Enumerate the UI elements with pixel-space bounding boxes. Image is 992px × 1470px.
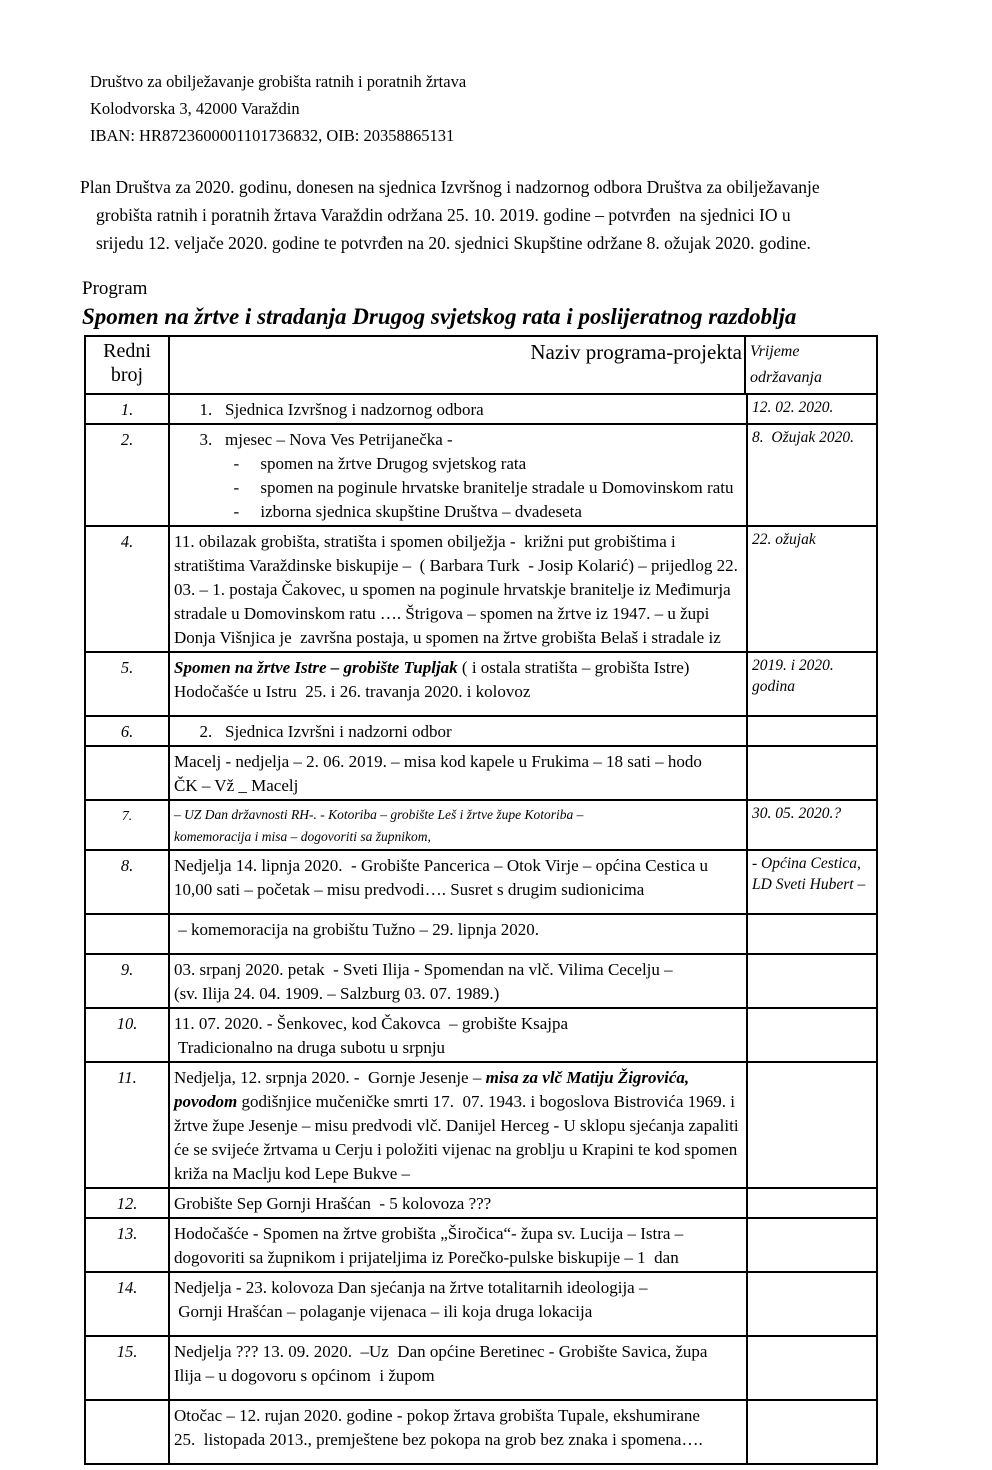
row-number-cell: 13.: [86, 1219, 170, 1271]
text-line: Donja Višnjica je završna postaja, u spomen na žrtve grobišta Belaš i stradale iz: [174, 628, 721, 647]
row-content-cell: [170, 653, 748, 715]
row-content-cell: [170, 955, 748, 1007]
row-number-cell: 15.: [86, 1337, 170, 1399]
table-row: [86, 1061, 876, 1187]
table-row: [86, 913, 876, 953]
emphasized-text: povodom: [174, 1092, 238, 1111]
text-line: 03. srpanj 2020. petak - Sveti Ilija - Spomendan na vlč. Vilima Cecelju –: [174, 960, 673, 979]
header-cell-vrijeme: Vrijeme održavanja: [750, 343, 822, 386]
row-time-cell: [748, 851, 876, 913]
row-number-cell: 5.: [86, 653, 170, 715]
text-line: će se svijeće žrtvama u Cerju i položiti vijenac na groblju u Krapini te kod spomen: [174, 1140, 738, 1159]
org-address-block: [90, 68, 992, 149]
row-time-cell: [748, 955, 876, 1007]
row-number-cell: 14.: [86, 1273, 170, 1335]
row-number-cell: [86, 1401, 170, 1463]
text-line: - izborna sjednica skupštine Društva – dvadeseta: [174, 502, 582, 521]
text-line: žrtve župe Jesenje – misu predvodi vlč. Danijel Herceg - U sklopu sjećanja zapaliti: [174, 1116, 739, 1135]
text-line: komemoracija i misa – dogovoriti sa župnikom,: [174, 829, 431, 844]
paragraph-spacer: [174, 1324, 746, 1334]
plain-text: Nedjelja, 12. srpnja 2020. - Gornje Jesenje –: [174, 1068, 486, 1087]
table-row: [86, 799, 876, 849]
paragraph-spacer: [174, 942, 746, 952]
text-line: [174, 656, 746, 680]
time-line: godina: [752, 678, 796, 695]
row-content-cell: [170, 1009, 748, 1061]
row-number-cell: 9.: [86, 955, 170, 1007]
table-header-row: [86, 337, 876, 393]
text-line: - spomen na poginule hrvatske branitelje stradale u Domovinskom ratu: [174, 478, 734, 497]
row-content-cell: [170, 915, 748, 953]
row-number-cell: 2.: [86, 425, 170, 525]
page-title: Spomen na žrtve i stradanja Drugog svjetskog rata i poslijeratnog razdoblja: [82, 304, 797, 329]
text-line: - spomen na žrtve Drugog svjetskog rata: [174, 454, 527, 473]
text-line: – UZ Dan državnosti RH-. - Kotoriba – grobište Leš i žrtve župe Kotoriba –: [174, 807, 584, 822]
row-content-cell: [170, 527, 748, 651]
row-number-cell: [86, 915, 170, 953]
org-street: Kolodvorska 3, 42000 Varaždin: [90, 99, 300, 118]
time-line: 30. 05. 2020.?: [752, 805, 842, 822]
row-time-cell: [748, 1273, 876, 1335]
row-content-cell: [170, 395, 748, 423]
row-time-cell: [748, 1401, 876, 1463]
text-line: Grobište Sep Gornji Hrašćan - 5 kolovoza ???: [174, 1194, 492, 1213]
row-number-cell: 11.: [86, 1063, 170, 1187]
text-line: Hodočašće - Spomen na žrtve grobišta „Širočica“- župa sv. Lucija – Istra –: [174, 1224, 684, 1243]
row-content-cell: [170, 1189, 748, 1217]
text-line: križa na Maclju kod Lepe Bukve –: [174, 1164, 411, 1183]
table-row: [86, 1007, 876, 1061]
text-line: 25. listopada 2013., premještene bez pokopa na grob bez znaka i spomena….: [174, 1430, 703, 1449]
row-time-cell: [748, 1219, 876, 1271]
time-line: 22. ožujak: [752, 531, 816, 548]
table-row: [86, 1335, 876, 1399]
row-content-cell: [170, 425, 748, 525]
row-time-cell: [748, 717, 876, 745]
text-line: 11. 07. 2020. - Šenkovec, kod Čakovca – grobište Ksajpa: [174, 1014, 569, 1033]
program-label: Program: [82, 278, 148, 299]
plain-text: ( i ostala stratišta – grobišta Istre): [457, 658, 690, 677]
row-time-cell: [748, 653, 876, 715]
row-content-cell: [170, 1063, 748, 1187]
text-line: 10,00 sati – početak – misu predvodi…. Susret s drugim sudionicima: [174, 880, 645, 899]
row-time-cell: [748, 395, 876, 423]
text-line: ČK – Vž _ Macelj: [174, 776, 299, 795]
row-number-cell: 10.: [86, 1009, 170, 1061]
text-line: dogovoriti sa župnikom i prijateljima iz Porečko-pulske biskupije – 1 dan: [174, 1248, 679, 1267]
plain-text: godišnjice mučeničke smrti 17. 07. 1943. i bogoslova Bistrovića 1969. i: [237, 1092, 735, 1111]
text-line: Tradicionalno na druga subotu u srpnju: [174, 1038, 446, 1057]
text-line: Hodočašće u Istru 25. i 26. travanja 2020. i kolovoz: [174, 682, 531, 701]
header-cell-naziv: Naziv programa-projekta: [170, 337, 746, 393]
text-line: 2. Sjednica Izvršni i nadzorni odbor: [174, 722, 452, 741]
text-line: Ilija – u dogovoru s općinom i župom: [174, 1366, 435, 1385]
paragraph-spacer: [174, 1388, 746, 1398]
row-time-cell: [748, 527, 876, 651]
time-line: 12. 02. 2020.: [752, 399, 834, 416]
row-content-cell: [170, 1219, 748, 1271]
row-content-cell: [170, 717, 748, 745]
row-content-cell: [170, 747, 748, 799]
row-content-cell: [170, 1273, 748, 1335]
paragraph-spacer: [174, 1452, 746, 1462]
row-time-cell: [748, 747, 876, 799]
emphasized-text: Spomen na žrtve Istre – grobište Tupljak: [174, 658, 458, 677]
row-number-cell: 8.: [86, 851, 170, 913]
row-time-cell: [748, 1009, 876, 1061]
time-line: 8. Ožujak 2020.: [752, 429, 855, 446]
text-line: Otočac – 12. rujan 2020. godine - pokop žrtava grobišta Tupale, ekshumirane: [174, 1406, 700, 1425]
table-row: [86, 423, 876, 525]
row-time-cell: [748, 425, 876, 525]
header-cell-redni-broj: Redni broj: [86, 337, 170, 393]
table-row: [86, 393, 876, 423]
row-number-cell: 12.: [86, 1189, 170, 1217]
row-time-cell: [748, 915, 876, 953]
text-line: stratištima Varaždinske biskupije – ( Barbara Turk - Josip Kolarić) – prijedlog 22.: [174, 556, 738, 575]
table-row: [86, 849, 876, 913]
row-content-cell: [170, 1401, 748, 1463]
text-line: Nedjelja 14. lipnja 2020. - Grobište Pancerica – Otok Virje – općina Cestica u: [174, 856, 709, 875]
program-table: [84, 335, 878, 1465]
table-row: [86, 651, 876, 715]
row-number-cell: [86, 747, 170, 799]
document-page: [0, 68, 992, 1470]
text-line: stradale u Domovinskom ratu …. Štrigova – spomen na žrtve iz 1947. – u župi: [174, 604, 710, 623]
text-line: 1. Sjednica Izvršnog i nadzornog odbora: [174, 400, 484, 419]
text-line: 11. obilazak grobišta, stratišta i spomen obilježja - križni put grobištima i: [174, 532, 676, 551]
row-time-cell: [748, 1337, 876, 1399]
row-number-cell: 7.: [86, 801, 170, 849]
paragraph-spacer: [174, 902, 746, 912]
text-line: 03. – 1. postaja Čakovec, u spomen na poginule hrvatskje branitelje iz Međimurja: [174, 580, 731, 599]
row-number-cell: 6.: [86, 717, 170, 745]
time-line: 2019. i 2020.: [752, 657, 834, 674]
org-name: Društvo za obilježavanje grobišta ratnih i poratnih žrtava: [90, 72, 467, 91]
table-row: [86, 1271, 876, 1335]
emphasized-text: misa za vlč Matiju Žigrovića,: [485, 1068, 690, 1087]
table-row: [86, 745, 876, 799]
table-row: [86, 525, 876, 651]
text-line: Nedjelja ??? 13. 09. 2020. –Uz Dan općine Beretinec - Grobište Savica, župa: [174, 1342, 708, 1361]
text-line: 3. mjesec – Nova Ves Petrijanečka -: [174, 430, 453, 449]
row-time-cell: [748, 1189, 876, 1217]
table-row: [86, 1187, 876, 1217]
org-iban-oib: IBAN: HR8723600001101736832, OIB: 20358865131: [90, 126, 455, 145]
text-line: Gornji Hrašćan – polaganje vijenaca – ili koja druga lokacija: [174, 1302, 593, 1321]
table-row: [86, 953, 876, 1007]
table-row: [86, 1399, 876, 1463]
intro-line: Plan Društva za 2020. godinu, donesen na sjednica Izvršnog i nadzornog odbora Društva za obilježavanje: [80, 177, 820, 197]
text-line: [174, 1090, 746, 1114]
table-row: [86, 1217, 876, 1271]
row-number-cell: 4.: [86, 527, 170, 651]
row-number-cell: 1.: [86, 395, 170, 423]
intro-paragraph: [80, 173, 992, 257]
time-line: LD Sveti Hubert –: [752, 876, 866, 893]
text-line: (sv. Ilija 24. 04. 1909. – Salzburg 03. 07. 1989.): [174, 984, 500, 1003]
row-content-cell: [170, 801, 748, 849]
intro-line: grobišta ratnih i poratnih žrtava Varaždin održana 25. 10. 2019. godine – potvrđen na sjednici IO u: [96, 205, 791, 225]
row-time-cell: [748, 801, 876, 849]
text-line: [174, 1066, 746, 1090]
row-content-cell: [170, 1337, 748, 1399]
table-row: [86, 715, 876, 745]
paragraph-spacer: [174, 704, 746, 714]
time-line: - Općina Cestica,: [752, 855, 861, 872]
intro-line: srijedu 12. veljače 2020. godine te potvrđen na 20. sjednici Skupštine održane 8. ožujak 2020. godine.: [96, 233, 811, 253]
row-content-cell: [170, 851, 748, 913]
text-line: – komemoracija na grobištu Tužno – 29. lipnja 2020.: [174, 920, 539, 939]
text-line: Macelj - nedjelja – 2. 06. 2019. – misa kod kapele u Frukima – 18 sati – hodo: [174, 752, 702, 771]
row-time-cell: [748, 1063, 876, 1187]
text-line: Nedjelja - 23. kolovoza Dan sjećanja na žrtve totalitarnih ideologija –: [174, 1278, 648, 1297]
